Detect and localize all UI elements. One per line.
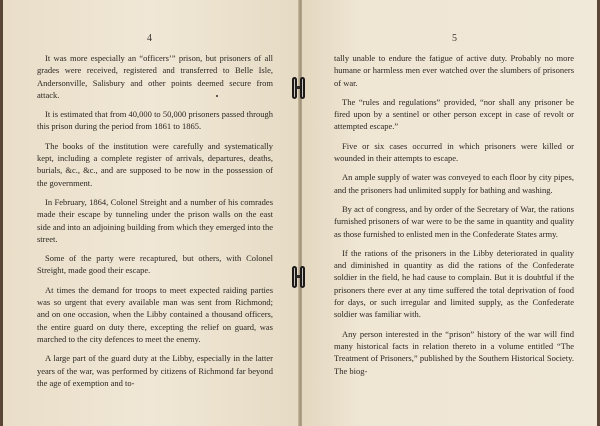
paragraph: Five or six cases occurred in which prisoners were killed or wounded in their attempts to escape. bbox=[334, 140, 574, 164]
paragraph: At times the demand for troops to meet expected raiding parties was so urgent that every available man was sent from Richmond; and on one occasion, when the Libby contained a thousand officers, the entire guard on duty there, excepting the relief on guard, was marched to the city defences to meet the enemy. bbox=[37, 284, 273, 344]
paragraph: A large part of the guard duty at the Libby, especially in the latter years of the war, was performed by citizens of Richmond far beyond the age of exemption and to- bbox=[37, 353, 273, 388]
paragraph: It is estimated that from 40,000 to 50,000 prisoners passed through this prison during the period from 1861 to 1865. bbox=[37, 109, 273, 132]
page-number-left: 4 bbox=[147, 33, 152, 44]
staple-bottom bbox=[290, 266, 308, 288]
staple-top bbox=[290, 77, 308, 99]
page-number-right: 5 bbox=[452, 33, 457, 44]
paragraph: An ample supply of water was conveyed to each floor by city pipes, and the prisoners had unlimited supply for bathing and washing. bbox=[334, 172, 574, 195]
paragraph: It was more especially an “officers’” prison, but prisoners of all grades were received, registered and transferred to Belle Isle, Andersonville, Salisbury and other points deemed secure from attack. bbox=[37, 53, 273, 100]
paragraph: Some of the party were recaptured, but others, with Colonel Streight, made good their escape. bbox=[37, 253, 273, 276]
paragraph: In February, 1864, Colonel Streight and a number of his comrades made their escape by tunneling under the prison walls on the east side and into an adjoining building from which they emerged into the street. bbox=[37, 196, 273, 244]
booklet-spread bbox=[3, 0, 597, 426]
paragraph: Any person interested in the “prison” history of the war will find many historical facts in relation thereto in a volume entitled “The Treatment of Prisoners,” published by the Southern Historical Society. The biog- bbox=[334, 328, 574, 376]
ink-speck bbox=[216, 95, 218, 97]
paragraph: If the rations of the prisoners in the Libby deteriorated in quality and diminished in quantity as did the rations of the Confederate soldier in the field, he had cause to complain. But it is doubtful if the prisoners there ever at any time suffered the total deprivation of food for days, or such irregular and limited supply, as the Confederate soldier was familiar with. bbox=[334, 247, 574, 320]
paragraph: By act of congress, and by order of the Secretary of War, the rations furnished prisoners of war were to be the same in quantity and quality as those furnished to enlisted men in the Confederate States army. bbox=[334, 203, 574, 239]
left-page-text bbox=[37, 52, 273, 396]
paragraph: The books of the institution were carefully and systematically kept, including a complete register of arrivals, departures, deaths, burials, &c., &c., and are supposed to be now in the possession of the government. bbox=[37, 140, 273, 188]
paragraph: tally unable to endure the fatigue of active duty. Probably no more humane or harmless men ever watched over the slumbers of prisoners of war. bbox=[334, 53, 574, 88]
right-page bbox=[302, 0, 597, 426]
paragraph: The “rules and regulations” provided, “nor shall any prisoner be fired upon by a sentinel or other person except in case of revolt or attempted escape.” bbox=[334, 96, 574, 132]
left-page bbox=[3, 0, 299, 426]
right-page-text bbox=[334, 52, 574, 384]
